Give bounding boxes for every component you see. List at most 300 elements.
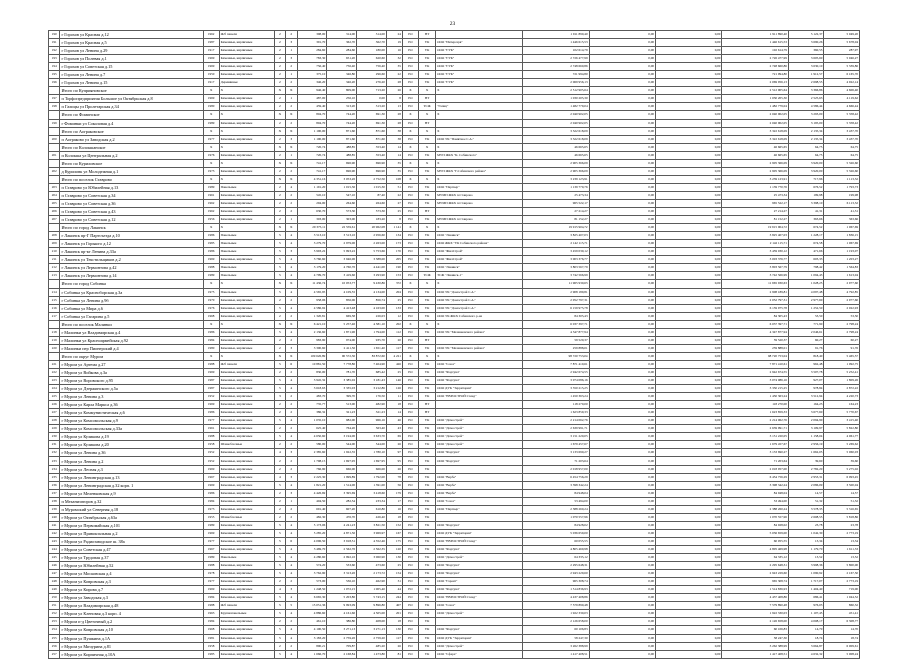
table-cell: 64 335,12	[523, 554, 589, 562]
table-cell: 741,17	[297, 159, 327, 167]
table-cell: 375,10	[297, 71, 327, 79]
table-cell: 1 717,07	[788, 578, 824, 586]
table-cell: 91,76	[824, 344, 860, 352]
table-cell: 1 623 859,33	[722, 409, 788, 417]
table-cell: Каменные, кирпичные	[219, 336, 274, 344]
table-cell: г Муром ул Владимирская д.48	[60, 602, 203, 610]
table-cell: 6	[286, 360, 297, 368]
table-cell: 191	[49, 39, 60, 47]
table-cell: РО	[402, 586, 418, 594]
table-cell: 0,00	[656, 642, 722, 650]
table-cell: Х	[286, 280, 297, 288]
table-cell: ООО "Фортуна"	[436, 626, 523, 634]
table-cell: г Муром ул Карла Маркса д.36	[60, 401, 203, 409]
table-cell: 487,00	[297, 95, 327, 103]
table-cell: 3 437,70	[824, 135, 860, 143]
table-cell: 0,00	[656, 47, 722, 55]
register-table	[48, 30, 860, 659]
table-cell: 0,00	[589, 546, 655, 554]
table-cell: 6 454 756,29	[722, 473, 788, 481]
table-cell: 252	[49, 610, 60, 618]
table-cell: 7 404,90	[357, 360, 387, 368]
table-cell: 978,84	[788, 385, 824, 393]
table-cell: г Лакинск ул Горького д.12	[60, 240, 203, 248]
table-cell: Х	[286, 175, 297, 183]
table-cell: 2 040 902,05	[523, 111, 589, 119]
table-cell: Каменные, кирпичные	[219, 191, 274, 199]
table-cell: 5 770,67	[824, 409, 860, 417]
table-cell: 1988	[203, 360, 219, 368]
table-cell: 1 662,05	[788, 449, 824, 457]
table-cell: РО	[402, 208, 418, 216]
table-cell: 4 096,50	[297, 537, 327, 545]
table-cell: 3 109,97	[788, 425, 824, 433]
table-cell: 2	[286, 336, 297, 344]
table-cell: 25	[386, 562, 402, 570]
table-cell: 965 522,17	[722, 199, 788, 207]
table-cell: 3 803 567,79	[722, 264, 788, 272]
table-cell: 276,20	[357, 79, 387, 87]
table-cell	[436, 31, 523, 39]
table-cell: 2 295 648,31	[722, 562, 788, 570]
table-cell: 0,00	[589, 368, 655, 376]
table-cell: 3 946,00	[327, 256, 357, 264]
table-cell: 1 922 330,03	[722, 610, 788, 618]
table-cell: 2 018 957,00	[722, 465, 788, 473]
table-cell: УК	[418, 344, 435, 352]
table-cell: 1 252,50	[788, 304, 824, 312]
table-cell: 179	[386, 489, 402, 497]
table-cell: Х	[274, 224, 285, 232]
table-cell: ООО УК "Домострой С.А."	[436, 288, 523, 296]
table-cell: г Горохов ул Ленина д.29	[60, 47, 203, 55]
table-cell: 2 977,60	[824, 296, 860, 304]
table-cell: 1 922,35	[327, 449, 357, 457]
table-cell: Итого по Куприяновское	[60, 87, 203, 95]
table-cell: 1986	[203, 232, 219, 240]
table-cell: г Горохов ул Полевая д.1	[60, 55, 203, 63]
table-cell: 391,70	[297, 39, 327, 47]
table-cell: 4 426,69	[297, 489, 327, 497]
table-cell: Каменные, кирпичные	[219, 328, 274, 336]
table-cell: 1977	[203, 135, 219, 143]
table-cell: г Собинка ул Гагарина д.5	[60, 312, 203, 320]
table-cell: ООО "ГУК"	[436, 55, 523, 63]
table-cell: Х	[436, 352, 523, 360]
table-cell: 4 163,00	[357, 304, 387, 312]
table-cell: 2	[274, 135, 285, 143]
table-cell: г Муром ул Артема д.27	[60, 360, 203, 368]
table-cell: 5	[274, 546, 285, 554]
table-cell: 2	[286, 505, 297, 513]
table-cell: 1973	[203, 505, 219, 513]
table-cell: 4	[286, 288, 297, 296]
table-cell: 0,00	[656, 159, 722, 167]
table-cell: 255	[49, 634, 60, 642]
table-cell: 53 494,00	[523, 497, 589, 505]
table-cell: 14	[386, 151, 402, 159]
table-cell: 4 161,60	[327, 610, 357, 618]
table-cell: 958,06	[297, 296, 327, 304]
table-cell: 5 326,60	[824, 159, 860, 167]
table-cell: 4	[286, 529, 297, 537]
table-cell: 245	[49, 554, 60, 562]
table-cell: Х	[402, 224, 418, 232]
table-cell: ООО "Фортуна"	[436, 546, 523, 554]
table-cell: 247	[49, 570, 60, 578]
table-cell: г Муром ул Войкова д.3а	[60, 368, 203, 376]
table-cell: 39,60	[788, 457, 824, 465]
table-row	[49, 232, 860, 240]
table-cell: 51	[386, 183, 402, 191]
table-cell: 2 022,93	[824, 304, 860, 312]
table-cell: 0,00	[589, 521, 655, 529]
table-cell: 26	[386, 642, 402, 650]
table-cell: г Горохов ул Ленина д.15	[60, 79, 203, 87]
table-cell: Каменные, кирпичные	[219, 135, 274, 143]
table-cell: 2 295 648,31	[523, 562, 589, 570]
table-cell: 3	[286, 586, 297, 594]
table-cell: Х	[219, 352, 274, 360]
table-cell: 2	[274, 401, 285, 409]
table-row	[49, 95, 860, 103]
table-cell	[49, 111, 60, 119]
table-cell: 16	[386, 505, 402, 513]
table-cell: 208	[49, 232, 60, 240]
table-cell: 1 446 615,53	[722, 39, 788, 47]
table-cell: 962,48	[788, 360, 824, 368]
table-row	[49, 594, 860, 602]
table-row	[49, 529, 860, 537]
table-cell: РО	[402, 360, 418, 368]
table-cell: 6 159 975,78	[722, 304, 788, 312]
table-cell: 0,00	[656, 401, 722, 409]
table-cell: 5 358,42	[824, 111, 860, 119]
table-cell: 2	[286, 167, 297, 175]
table-cell: 2	[274, 497, 285, 505]
table-cell: 303,00	[327, 216, 357, 224]
table-cell: 25	[386, 368, 402, 376]
table-cell: 2 698,55	[788, 79, 824, 87]
table-cell: 3	[286, 55, 297, 63]
table-cell: ООО "Фортуна"	[436, 521, 523, 529]
table-cell: 109 626,89	[297, 352, 327, 360]
table-cell: 205	[386, 256, 402, 264]
table-row-subtotal	[49, 280, 860, 288]
table-cell: 257	[49, 650, 60, 658]
table-cell: 0,00	[656, 489, 722, 497]
table-cell: г Муром ул Лесная д.3	[60, 465, 203, 473]
table-cell	[436, 465, 523, 473]
table-cell: 0,00	[357, 95, 387, 103]
table-cell: 3 322 618,09	[523, 127, 589, 135]
table-cell: 2	[274, 39, 285, 47]
table-cell: УК	[418, 39, 435, 47]
table-cell: РО	[402, 425, 418, 433]
table-cell: 28	[386, 119, 402, 127]
table-cell: Каменные, кирпичные	[219, 521, 274, 529]
table-cell: Х	[203, 175, 219, 183]
table-cell: Х	[286, 159, 297, 167]
table-cell: г Муром ул Ленина д.2	[60, 457, 203, 465]
table-cell: 1969	[203, 63, 219, 71]
table-cell: Каменные, кирпичные	[219, 505, 274, 513]
table-cell: РО	[402, 529, 418, 537]
table-cell: 856,74	[357, 296, 387, 304]
table-cell: г Лакинск пр-Г Партсъезда д.10	[60, 232, 203, 240]
table-cell: Каменные, кирпичные	[219, 256, 274, 264]
table-cell: УК	[418, 618, 435, 626]
table-cell: Х	[274, 127, 285, 135]
table-cell: 46	[386, 417, 402, 425]
table-cell: Х	[402, 127, 418, 135]
table-row	[49, 554, 860, 562]
table-cell: 1 070 557,96	[523, 513, 589, 521]
table-cell: 180,00	[357, 47, 387, 55]
table-row	[49, 537, 860, 545]
table-cell: г Муром ул Комсомольская д.33а	[60, 425, 203, 433]
table-cell: 0,00	[589, 618, 655, 626]
table-cell: 360,55	[788, 47, 824, 55]
table-cell: 488,85	[327, 143, 357, 151]
table-cell: 5	[274, 602, 285, 610]
table-cell: 5 993,22	[327, 248, 357, 256]
table-cell: 386,32	[297, 409, 327, 417]
table-cell: 2 759,20	[327, 634, 357, 642]
table-cell: УК	[418, 199, 435, 207]
table-cell: Х	[418, 280, 435, 288]
table-cell: 0,00	[589, 634, 655, 642]
table-cell: УК	[418, 264, 435, 272]
table-cell: 84 948,04	[722, 489, 788, 497]
table-cell: Х	[274, 352, 285, 360]
table-cell: 3 003 376,77	[523, 256, 589, 264]
table-cell: УК	[418, 55, 435, 63]
table-cell: 2	[286, 199, 297, 207]
table-cell: РО	[402, 304, 418, 312]
table-cell: УК	[418, 642, 435, 650]
table-row	[49, 103, 860, 111]
table-cell: 783,30	[297, 55, 327, 63]
table-cell: 1969	[203, 401, 219, 409]
table-cell: ООО "ГУК"	[436, 79, 523, 87]
table-cell: 35	[386, 63, 402, 71]
table-cell: 482,30	[297, 513, 327, 521]
table-cell: 3	[286, 489, 297, 497]
table-cell: г Горохов ул Красная д.12	[60, 31, 203, 39]
table-row	[49, 385, 860, 393]
table-cell: г Муром п-д Цветочный д.2	[60, 618, 203, 626]
table-cell: РО	[402, 610, 418, 618]
table-cell: Каменные, кирпичные	[219, 103, 274, 111]
table-cell: УК	[418, 312, 435, 320]
table-cell: 6 665,30	[297, 594, 327, 602]
table-cell: 0,00	[656, 360, 722, 368]
table-cell: 0,00	[656, 240, 722, 248]
table-cell: 25 473,34	[722, 191, 788, 199]
table-cell: 3 512,94	[788, 393, 824, 401]
table-cell: 0,00	[656, 417, 722, 425]
table-cell: Х	[219, 87, 274, 95]
table-cell: УК	[418, 425, 435, 433]
table-row	[49, 481, 860, 489]
table-cell: Каменные, кирпичные	[219, 63, 274, 71]
table-cell: Каменные, кирпичные	[219, 586, 274, 594]
table-cell: 741,17	[297, 167, 327, 175]
table-cell: УК	[418, 554, 435, 562]
table-cell: УК	[418, 79, 435, 87]
table-cell: 7 871 410,61	[722, 360, 788, 368]
table-cell: 3 513,10	[327, 232, 357, 240]
table-cell: Х	[402, 320, 418, 328]
table-cell: 2 977,60	[788, 296, 824, 304]
table-cell: Каменные, кирпичные	[219, 368, 274, 376]
table-cell: 95	[386, 457, 402, 465]
table-cell: 71 203,64	[523, 457, 589, 465]
table-cell: 1980	[203, 103, 219, 111]
table-cell: ООО "Фортуна"	[436, 449, 523, 457]
table-cell: 8	[386, 95, 402, 103]
table-cell: 216	[49, 304, 60, 312]
table-cell: 1 030 205,30	[523, 95, 589, 103]
table-cell: 3 419,60	[327, 272, 357, 280]
table-cell: 87,40	[357, 191, 387, 199]
table-cell: 226,03	[357, 312, 387, 320]
table-cell: 213	[49, 272, 60, 280]
table-cell: 3 293,90	[357, 272, 387, 280]
table-cell: Х	[219, 127, 274, 135]
table-cell: 0,00	[589, 87, 655, 95]
table-cell: 164,23	[788, 401, 824, 409]
table-cell: 0,00	[589, 610, 655, 618]
table-cell: 4	[286, 264, 297, 272]
table-cell: Каменные, кирпичные	[219, 481, 274, 489]
table-cell: 0,00	[589, 39, 655, 47]
table-cell: 11	[386, 393, 402, 401]
table-cell: 3 825 407,03	[722, 232, 788, 240]
table-cell: РО	[402, 216, 418, 224]
table-cell: 2 069 956,13	[722, 79, 788, 87]
table-cell: 239	[49, 505, 60, 513]
table-cell: 674,52	[788, 224, 824, 232]
table-cell: 1 514 836,93	[523, 586, 589, 594]
table-cell: УК	[418, 232, 435, 240]
table-row	[49, 417, 860, 425]
table-cell: РО	[402, 191, 418, 199]
table-cell: 1963	[203, 610, 219, 618]
table-row	[49, 562, 860, 570]
table-cell: 2 168,84	[327, 650, 357, 658]
table-cell: РО	[402, 264, 418, 272]
table-cell: УК	[418, 393, 435, 401]
table-row	[49, 248, 860, 256]
table-cell: Х	[402, 280, 418, 288]
table-cell: 5 036 659,00	[722, 529, 788, 537]
table-cell: 1	[286, 497, 297, 505]
table-cell: 2	[274, 216, 285, 224]
table-cell: НТ	[418, 208, 435, 216]
table-cell: 3 279,70	[297, 240, 327, 248]
table-cell: 4	[286, 256, 297, 264]
table-cell: 756,40	[357, 63, 387, 71]
table-cell: 209	[49, 240, 60, 248]
table-cell: 3 395,69	[327, 489, 357, 497]
table-cell: 2	[286, 618, 297, 626]
table-cell: 804,70	[297, 111, 327, 119]
page-number: 23	[449, 21, 456, 27]
table-cell: 2	[274, 63, 285, 71]
table-cell: 2	[286, 368, 297, 376]
table-cell: 3 194,00	[327, 433, 357, 441]
table-cell: УК	[418, 570, 435, 578]
table-cell: 1 611,33	[824, 546, 860, 554]
table-cell: 4 505,00	[357, 610, 387, 618]
table-cell: 1917	[203, 47, 219, 55]
table-cell: 0,00	[589, 320, 655, 328]
table-cell: 7 778,80	[327, 360, 357, 368]
table-cell	[436, 336, 523, 344]
table-cell: ООО "Домострой"	[436, 417, 523, 425]
table-row-subtotal	[49, 127, 860, 135]
table-cell: 223	[49, 377, 60, 385]
table-cell: 1969	[203, 256, 219, 264]
table-cell: 2	[286, 513, 297, 521]
table-cell: г Муром ул Трудовая д.37	[60, 554, 203, 562]
table-cell: 533,60	[327, 562, 357, 570]
table-cell	[49, 352, 60, 360]
table-cell: Каменные, кирпичные	[219, 409, 274, 417]
table-cell: 2 263,00	[357, 240, 387, 248]
table-cell: 1 090,92	[788, 570, 824, 578]
table-cell: Х	[274, 280, 285, 288]
table-cell: г Муром ул Ленина д.36	[60, 449, 203, 457]
table-cell: 0,00	[589, 586, 655, 594]
table-cell: ООО "ГУК"	[436, 47, 523, 55]
table-row	[49, 586, 860, 594]
table-cell: 0,00	[656, 143, 722, 151]
table-cell: 3 003 376,77	[722, 256, 788, 264]
table-cell: 1 193,07	[824, 248, 860, 256]
table-row-subtotal	[49, 159, 860, 167]
table-cell: РО	[402, 594, 418, 602]
table-cell: 194	[49, 63, 60, 71]
table-cell: УК	[418, 594, 435, 602]
table-cell: 353,40	[357, 151, 387, 159]
table-cell	[49, 87, 60, 95]
table-cell: 1952	[203, 457, 219, 465]
table-cell: 4 799,70	[297, 272, 327, 280]
table-cell: МУП ЖКХ "К. Собинского"	[436, 151, 523, 159]
table-cell: ООО УК ЖКХ Собинского р-на	[436, 312, 523, 320]
table-cell: Х	[436, 87, 523, 95]
table-cell: УК	[418, 328, 435, 336]
table-cell: 966,16	[357, 417, 387, 425]
table-cell: 230	[49, 433, 60, 441]
table-cell: 0,00	[656, 167, 722, 175]
table-row	[49, 296, 860, 304]
table-cell: УК	[418, 578, 435, 586]
table-cell: 1961	[203, 191, 219, 199]
table-cell: Х	[274, 87, 285, 95]
table-cell: Каменные, кирпичные	[219, 95, 274, 103]
table-cell: 2	[286, 31, 297, 39]
table-cell: 4	[286, 570, 297, 578]
table-cell: 1 911 890,40	[722, 31, 788, 39]
table-cell: 4	[274, 449, 285, 457]
table-cell: Х	[418, 224, 435, 232]
table-cell: 64 335,12	[722, 554, 788, 562]
table-cell: РО	[402, 135, 418, 143]
